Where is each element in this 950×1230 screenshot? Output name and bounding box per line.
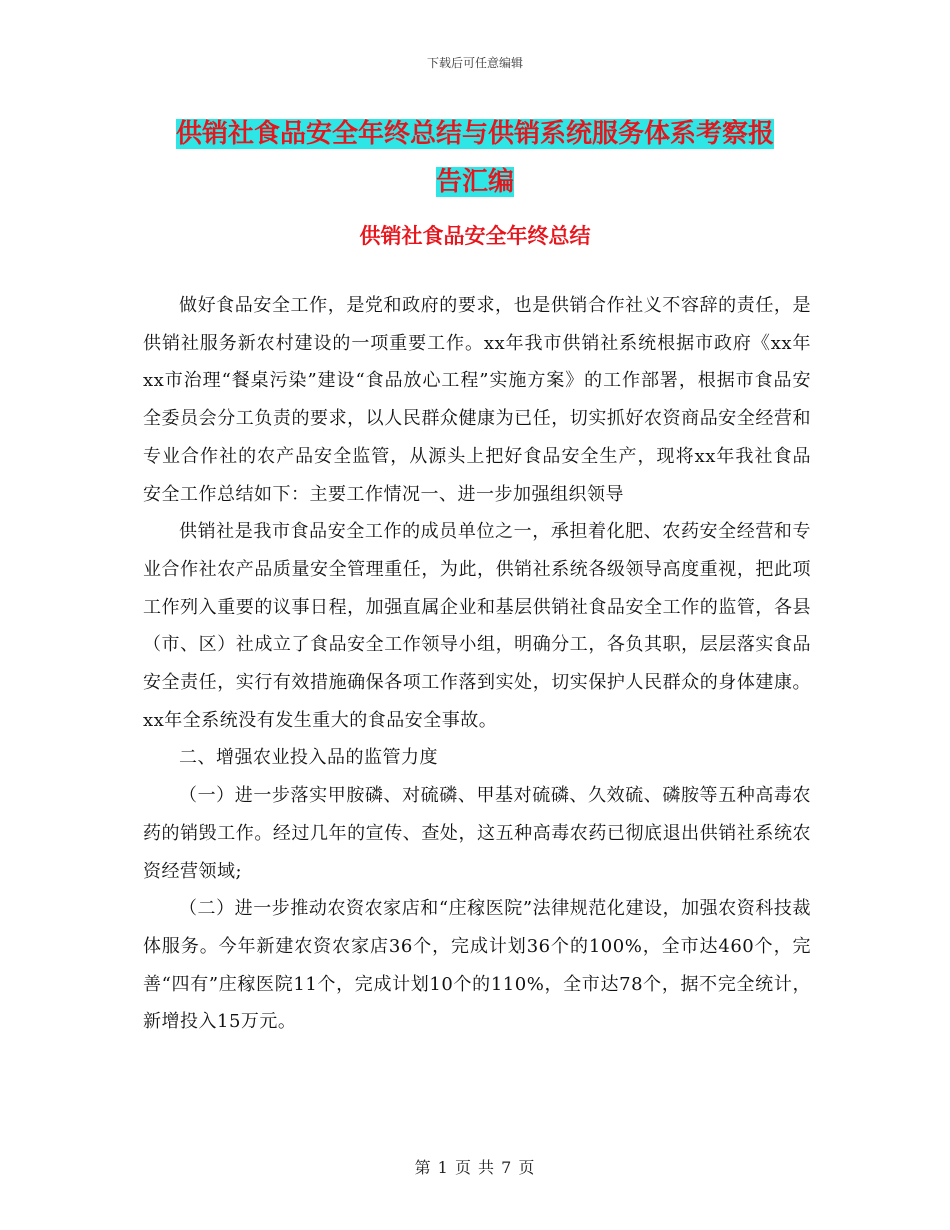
document-title-line-2: 告汇编 — [435, 167, 514, 197]
paragraph-heading-supervision: 二、增强农业投入品的监管力度 — [179, 747, 438, 769]
document-title-line-1: 供销社食品安全年终总结与供销系统服务体系考察报 — [175, 119, 774, 149]
paragraph-pesticides: （一）进一步落实甲胺磷、对硫磷、甲基对硫磷、久效硫、磷胺等五种高毒农药的销毁工作。经过几年的宣传、查处，这五种高毒农药已彻底退出供销社系统农资经营领域; — [143, 785, 811, 882]
page-footer-page-number: 第 1 页 共 7 页 — [414, 1158, 536, 1177]
section-title: 供销社食品安全年终总结 — [359, 224, 591, 248]
document-body — [143, 287, 811, 1041]
paragraph-organization: 供销社是我市食品安全工作的成员单位之一，承担着化肥、农药安全经营和专业合作社农产品质量安全管理重任，为此，供销社系统各级领导高度重视，把此项工作列入重要的议事日程，加强直属企业和基层供销社食品安全工作的监管，各县（市、区）社成立了食品安全工作领导小组，明确分工，各负其职，层层落实食品安全责任，实行有效措施确保各项工作落到实处，切实保护人民群众的身体建康。xx年全系统没有发生重大的食品安全事故。 — [143, 521, 811, 731]
paragraph-intro: 做好食品安全工作，是党和政府的要求，也是供销合作社义不容辞的责任，是供销社服务新农村建设的一项重要工作。xx年我市供销社系统根据市政府《xx年xx市治理“餐桌污染”建设“食品放心工程”实施方案》的工作部署，根据市食品安全委员会分工负责的要求，以人民群众健康为已任，切实抓好农资商品安全经营和专业合作社的农产品安全监管，从源头上把好食品安全生产，现将xx年我社食品安全工作总结如下：主要工作情况一、进一步加强组织领导 — [143, 295, 811, 505]
page-header-note: 下载后可任意编辑 — [426, 56, 523, 70]
paragraph-farm-stores: （二）进一步推动农资农家店和“庄稼医院”法律规范化建设，加强农资科技裁体服务。今年新建农资农家店36个，完成计划36个的100%，全市达460个，完善“四有”庄稼医院11个，完成计划10个的110%，全市达78个，据不完全统计，新增投入15万元。 — [143, 898, 811, 1033]
document-title — [140, 110, 810, 206]
